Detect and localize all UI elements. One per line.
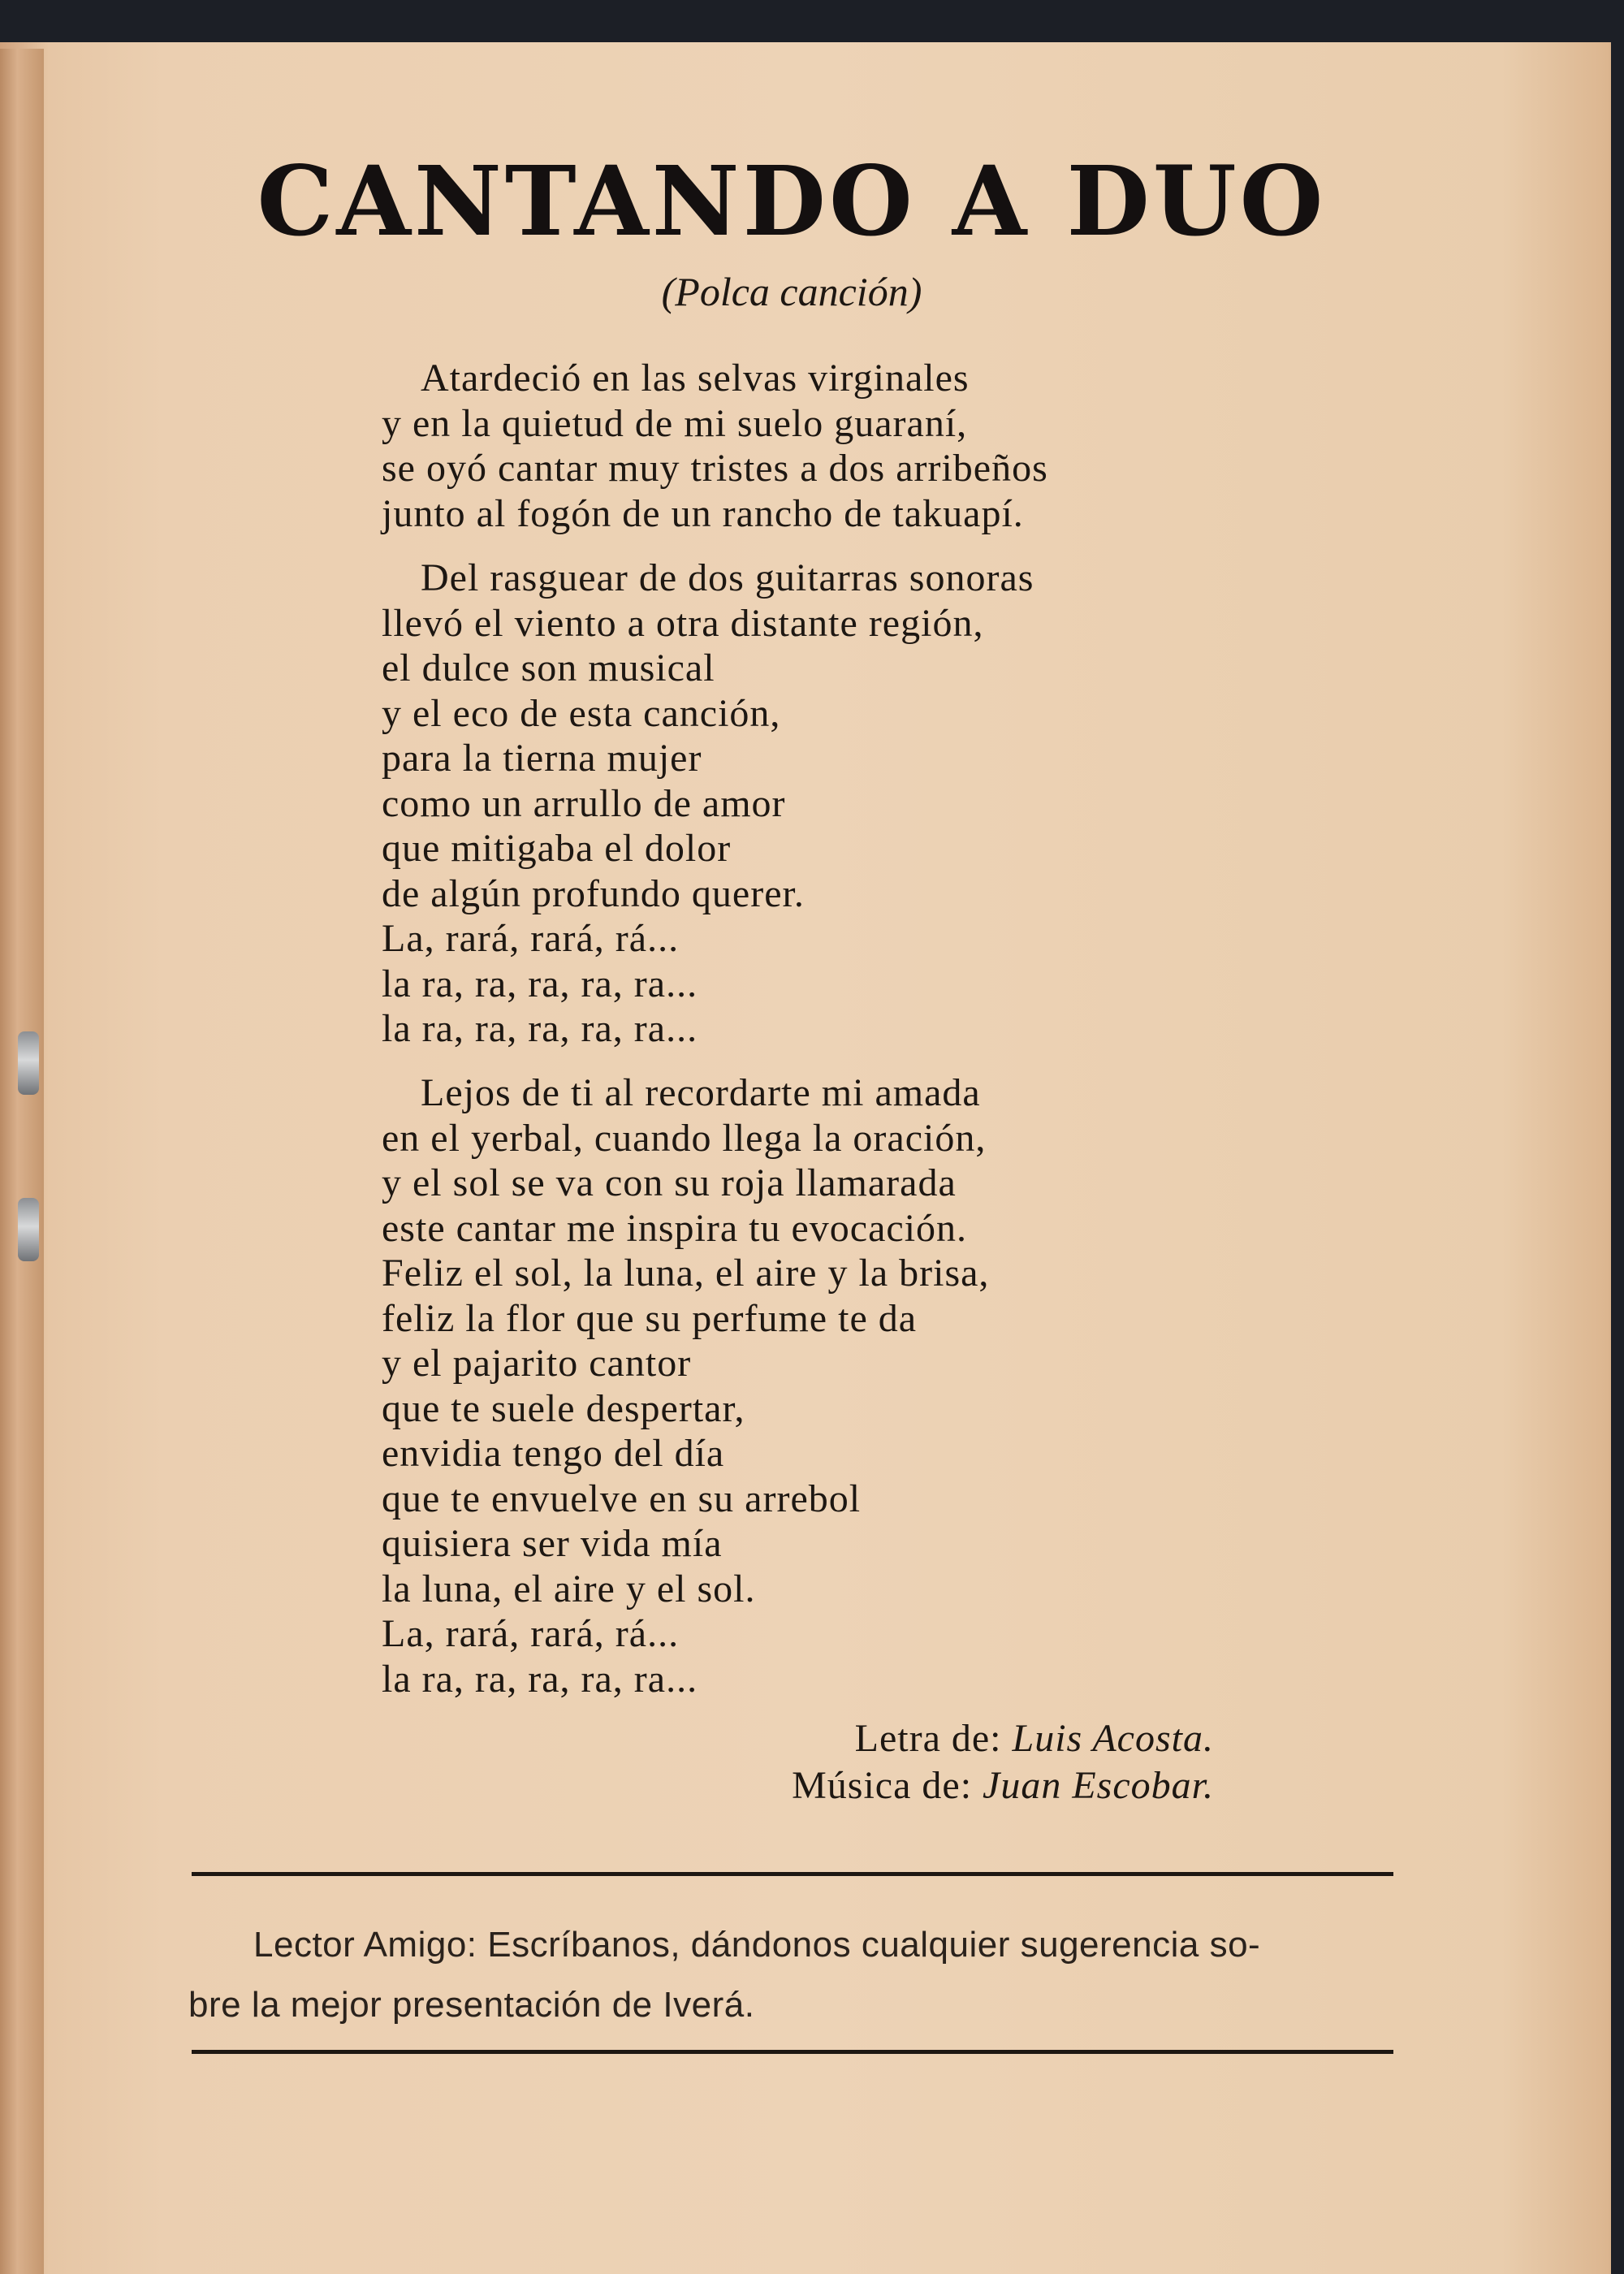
verse-line: Atardeció en las selvas virginales — [421, 357, 970, 400]
music-credit — [792, 1762, 1214, 1809]
verse-line: feliz la flor que su perfume te da — [382, 1296, 918, 1340]
lyrics-author: Luis Acosta. — [1012, 1717, 1214, 1760]
reader-note-line-2: bre la mejor presentación de Iverá. — [188, 1985, 755, 2025]
music-label: Música de: — [792, 1764, 973, 1807]
verse-line: que te envuelve en su arrebol — [382, 1476, 862, 1520]
stanza-2 — [382, 556, 1242, 1052]
verse-line: Feliz el sol, la luna, el aire y la brisa, — [382, 1252, 990, 1295]
verse-line: como un arrullo de amor — [382, 781, 786, 825]
music-author: Juan Escobar. — [983, 1764, 1214, 1807]
verse-line: de algún profundo querer. — [382, 871, 805, 915]
verse-line: Del rasguear de dos guitarras sonoras — [421, 556, 1034, 599]
verse-line: el dulce son musical — [382, 646, 715, 690]
verse-line: Lejos de ti al recordarte mi amada — [421, 1071, 981, 1114]
verse-line: y el sol se va con su roja llamarada — [382, 1161, 957, 1204]
page-subtitle: (Polca canción) — [661, 269, 922, 314]
song-credits — [792, 1715, 1214, 1809]
lyrics-credit — [792, 1715, 1214, 1762]
divider-top — [192, 1872, 1393, 1876]
verse-line: que te suele despertar, — [382, 1386, 745, 1430]
verse-line: quisiera ser vida mía — [382, 1522, 723, 1565]
reader-note — [188, 1915, 1374, 2035]
scan-border-top — [0, 0, 1624, 42]
verse-line: y el pajarito cantor — [382, 1342, 692, 1385]
verse-line: la luna, el aire y el sol. — [382, 1567, 756, 1610]
verse-line: llevó el viento a otra distante región, — [382, 601, 984, 645]
verse-line: la ra, ra, ra, ra, ra... — [382, 1007, 698, 1050]
verse-line: la ra, ra, ra, ra, ra... — [382, 962, 698, 1005]
stanza-1 — [382, 356, 1242, 536]
verse-line: y en la quietud de mi suelo guaraní, — [382, 401, 968, 445]
staple-top — [18, 1031, 39, 1095]
scan-border-right — [1611, 0, 1624, 2274]
book-spine — [0, 49, 44, 2274]
verse-line: envidia tengo del día — [382, 1432, 725, 1475]
verse-line: la ra, ra, ra, ra, ra... — [382, 1657, 698, 1701]
verse-line: y el eco de esta canción, — [382, 691, 781, 735]
staple-bottom — [18, 1198, 39, 1261]
verse-line: La, rará, rará, rá... — [382, 917, 680, 960]
reader-note-line-1: Lector Amigo: Escríbanos, dándonos cualquier sugerencia so- — [253, 1925, 1261, 1965]
stanza-3 — [382, 1070, 1242, 1701]
page-title: CANTANDO A DUO — [257, 145, 1327, 257]
lyrics-label: Letra de: — [854, 1717, 1002, 1760]
verse-line: se oyó cantar muy tristes a dos arribeños — [382, 447, 1048, 490]
verse-line: junto al fogón de un rancho de takuapí. — [382, 491, 1024, 535]
divider-bottom — [192, 2050, 1393, 2054]
verse-line: para la tierna mujer — [382, 737, 702, 780]
verse-line: en el yerbal, cuando llega la oración, — [382, 1116, 987, 1160]
verse-line: este cantar me inspira tu evocación. — [382, 1206, 968, 1250]
verse-line: que mitigaba el dolor — [382, 827, 732, 870]
verse-line: La, rará, rará, rá... — [382, 1612, 680, 1655]
